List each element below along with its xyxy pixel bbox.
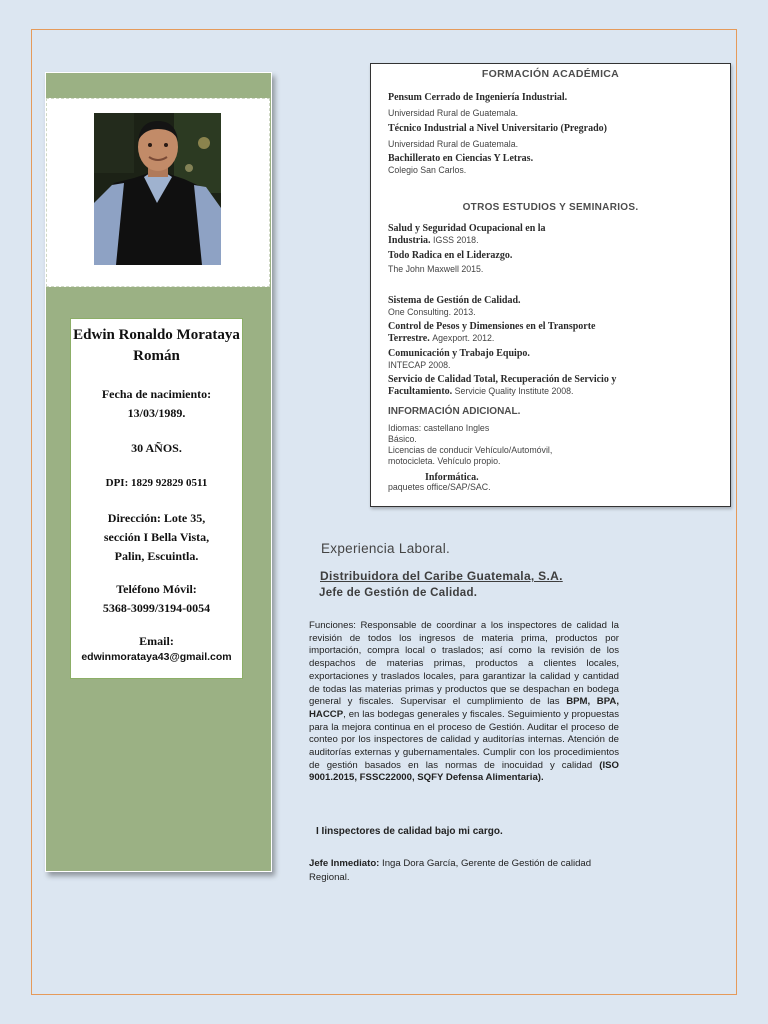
email-address: edwinmorataya43@gmail.com — [81, 651, 232, 663]
seminar-detail: The John Maxwell 2015. — [388, 264, 484, 274]
education-item — [388, 123, 718, 150]
functions-norms: (ISO 9001.2015, FSSC22000, SQFY Defensa Alimentaria). — [309, 759, 619, 784]
phone-number: 5368-3099/3194-0054 — [102, 601, 211, 615]
language-level: Básico. — [388, 434, 417, 444]
profile-sidebar — [45, 72, 272, 872]
seminar-item — [388, 348, 718, 371]
experience-title-text: Experiencia Laboral — [321, 541, 447, 556]
seminar-detail: Servicie Quality Institute 2008. — [454, 386, 574, 396]
vehicle: motocicleta. Vehículo propio. — [388, 456, 501, 466]
seminar-name-cont: Industria. — [388, 235, 431, 246]
experience-title — [321, 541, 450, 556]
email-label: Email: — [139, 634, 174, 648]
seminar-name: Comunicación y Trabajo Equipo. — [388, 348, 530, 359]
photo-frame — [46, 98, 270, 287]
languages: Idiomas: castellano Ingles — [388, 423, 490, 433]
education-item — [388, 92, 718, 119]
boss-label: Jefe Inmediato: — [309, 858, 380, 869]
seminar-name: Servicio de Calidad Total, Recuperación de Servicio y — [388, 374, 617, 385]
seminar-item — [388, 321, 718, 345]
birth-date: 13/03/1989. — [127, 406, 186, 420]
job-functions — [309, 620, 619, 785]
company-name-dot: . — [559, 569, 563, 583]
seminar-detail: One Consulting. 2013. — [388, 307, 476, 317]
functions-standards: BPM, BPA, HACCP — [309, 696, 619, 720]
seminar-item — [388, 223, 718, 247]
seminar-item — [388, 374, 718, 398]
degree: Pensum Cerrado de Ingeniería Industrial. — [388, 92, 568, 103]
institution: Colegio San Carlos. — [388, 165, 467, 175]
functions-text-1: Funciones: Responsable de coordinar a los inspectores de calidad la revisión de todos los ingresos de materia prima, productos por importación, compra local o traslados; así como la revisión de los despachos de materias primas, productos a clientes locales, exportaciones y traslados locales, para garantizar la calidad y cantidad de todas las materias primas y productos que se despachan en bodega general y fiscales. Supervisar el cumplimiento de las — [309, 620, 619, 708]
degree: Técnico Industrial a Nivel Universitario (Pregrado) — [388, 123, 607, 134]
seminar-detail: Agexport. 2012. — [432, 333, 495, 343]
seminar-detail: IGSS 2018. — [433, 235, 479, 245]
address-line-2: sección I Bella Vista, — [103, 530, 210, 544]
boss-name: Inga Dora García, Gerente de Gestión de calidad Regional. — [309, 858, 592, 883]
functions-text-2: , en las bodegas generales y fiscales. Seguimiento y propuestas para la mejora continua en el proceso de Gestión. Auditar el proceso de conteo por los inspectores de calidad y auditorías internas. Atención de auditorías externas y gubernamentales. Cumplir con los procedimientos de gestión basados en las normas de inocuidad y calidad — [309, 708, 619, 771]
immediate-boss — [309, 857, 629, 885]
seminar-item — [388, 250, 718, 275]
institution: Universidad Rural de Guatemala. — [388, 108, 519, 118]
education-title: FORMACIÓN ACADÉMICA — [481, 68, 620, 80]
additional-info-title: INFORMACIÓN ADICIONAL. — [388, 406, 521, 417]
company-name — [320, 569, 563, 583]
profile-photo — [94, 113, 221, 265]
seminar-item — [388, 295, 718, 318]
dpi: DPI: 1829 92829 0511 — [105, 477, 208, 489]
address-line-3: Palin, Escuintla. — [114, 549, 199, 563]
personal-info-card — [70, 318, 243, 679]
company-name-text: Distribuidora del Caribe Guatemala, S.A — [320, 569, 560, 583]
birth-label: Fecha de nacimiento: — [101, 387, 212, 401]
full-name: Edwin Ronaldo Morataya Román — [73, 327, 240, 364]
address-line-1: Dirección: Lote 35, — [107, 511, 206, 525]
experience-title-dot: . — [446, 541, 451, 556]
education-item — [388, 153, 718, 176]
it-skills-detail: paquetes office/SAP/SAC. — [388, 482, 491, 492]
team-size: I Iinspectores de calidad bajo mi cargo. — [316, 826, 503, 837]
seminar-name-cont: Terrestre. — [388, 333, 430, 344]
degree: Bachillerato en Ciencias Y Letras. — [388, 153, 534, 164]
driver-license: Licencias de conducir Vehículo/Automóvil, — [388, 445, 553, 455]
additional-info-details — [388, 423, 718, 467]
it-skills-label: Informática. — [425, 472, 479, 483]
seminar-name: Todo Radica en el Liderazgo. — [388, 250, 513, 261]
phone-label: Teléfono Móvil: — [116, 582, 197, 596]
job-position: Jefe de Gestión de Calidad. — [319, 587, 478, 599]
seminar-name: Control de Pesos y Dimensiones en el Transporte — [388, 321, 596, 332]
age: 30 AÑOS. — [131, 441, 182, 455]
institution: Universidad Rural de Guatemala. — [388, 139, 519, 149]
seminar-detail: INTECAP 2008. — [388, 360, 451, 370]
other-studies-title: OTROS ESTUDIOS Y SEMINARIOS. — [462, 202, 639, 213]
seminar-name-cont: Facultamiento. — [388, 386, 453, 397]
seminar-name: Sistema de Gestión de Calidad. — [388, 295, 521, 306]
education-box — [370, 63, 731, 507]
person-photo-illustration — [94, 113, 221, 265]
seminar-name: Salud y Seguridad Ocupacional en la — [388, 223, 546, 234]
